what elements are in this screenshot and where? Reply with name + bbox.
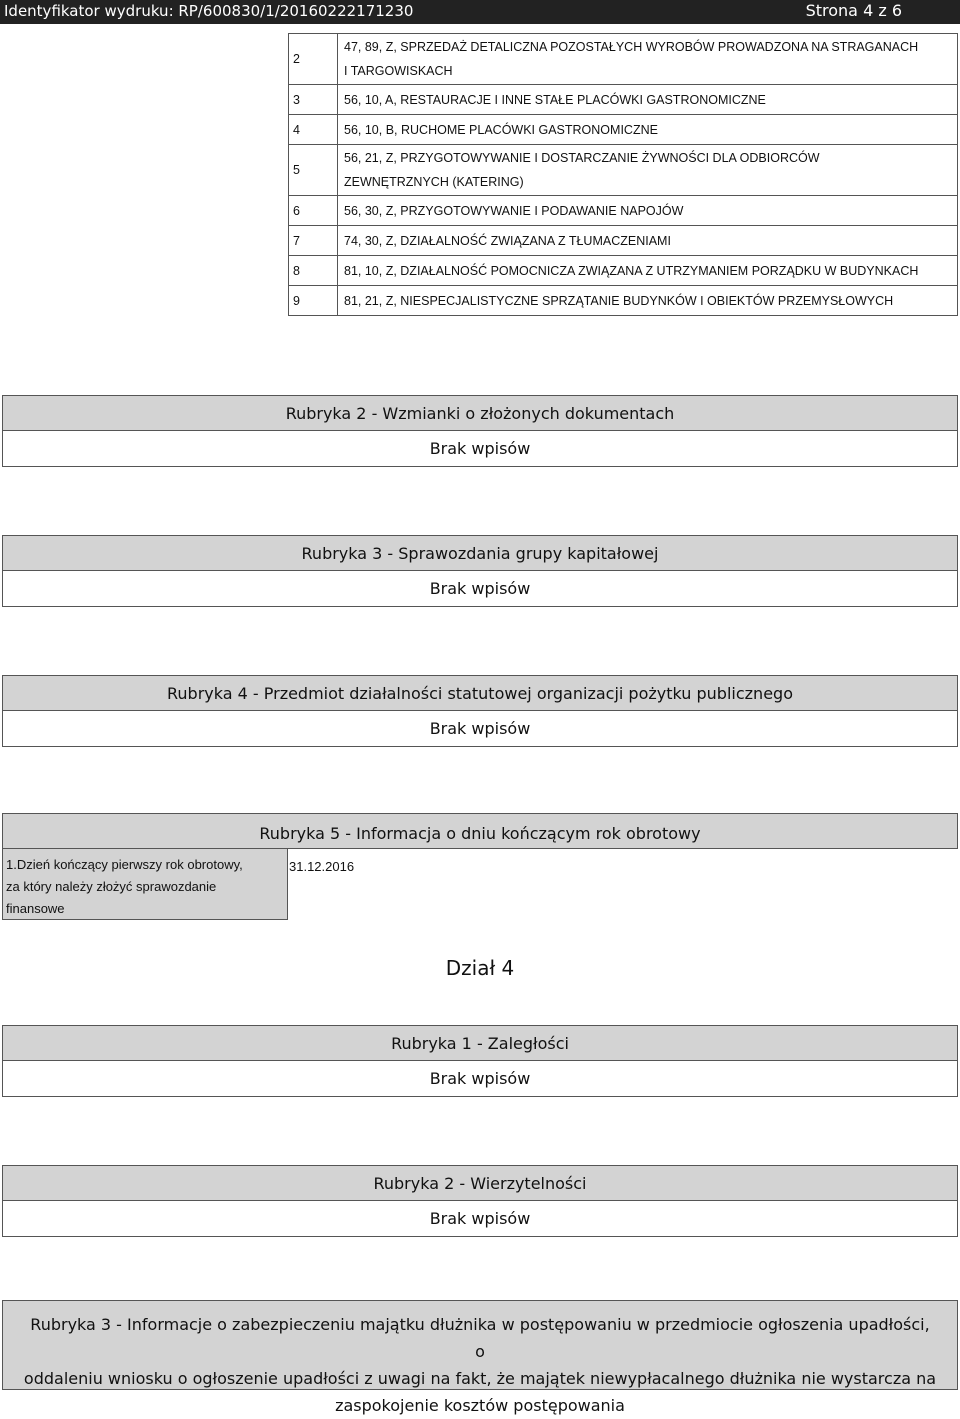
table-row <box>289 256 958 286</box>
row-number: 6 <box>289 196 338 226</box>
table-row <box>289 115 958 145</box>
field-value: 31.12.2016 <box>287 848 958 920</box>
row-description-line: 47, 89, Z, SPRZEDAŻ DETALICZNA POZOSTAŁYCH WYROBÓW PROWADZONA NA STRAGANACH <box>344 40 919 54</box>
table-row <box>289 145 958 196</box>
section-rubryka-3 <box>2 535 958 607</box>
row-description: 81, 21, Z, NIESPECJALISTYCZNE SPRZĄTANIE BUDYNKÓW I OBIEKTÓW PRZEMYSŁOWYCH <box>338 286 958 316</box>
section-title: Rubryka 3 - Sprawozdania grupy kapitałowej <box>2 535 958 571</box>
table-row <box>289 34 958 85</box>
section-value: Brak wpisów <box>2 1201 958 1237</box>
section-title: Rubryka 2 - Wzmianki o złożonych dokumentach <box>2 395 958 431</box>
section-value: Brak wpisów <box>2 571 958 607</box>
row-description-line: 56, 21, Z, PRZYGOTOWYWANIE I DOSTARCZANIE ŻYWNOŚCI DLA ODBIORCÓW <box>344 151 820 165</box>
field-label-line: finansowe <box>6 901 65 916</box>
row-number: 5 <box>289 145 338 196</box>
section-value: Brak wpisów <box>2 431 958 467</box>
row-number: 7 <box>289 226 338 256</box>
section-dzial4-rubryka-3 <box>2 1300 958 1415</box>
table-row <box>289 286 958 316</box>
section-title: Rubryka 1 - Zaległości <box>2 1025 958 1061</box>
section-title-line: oddaleniu wniosku o ogłoszenie upadłości z uwagi na fakt, że majątek niewypłacalnego dłużnika nie wystarcza na <box>23 1369 937 1388</box>
section-title-rubryka-5: Rubryka 5 - Informacja o dniu kończącym rok obrotowy <box>2 813 958 849</box>
field-label-line: 1.Dzień kończący pierwszy rok obrotowy, <box>6 857 243 872</box>
row-description: 81, 10, Z, DZIAŁALNOŚĆ POMOCNICZA ZWIĄZANA Z UTRZYMANIEM PORZĄDKU W BUDYNKACH <box>338 256 958 286</box>
print-header <box>0 0 960 24</box>
row-number: 4 <box>289 115 338 145</box>
print-identifier: Identyfikator wydruku: RP/600830/1/20160222171230 <box>4 2 414 20</box>
section-dzial4-rubryka-2 <box>2 1165 958 1237</box>
row-description: 56, 10, A, RESTAURACJE I INNE STAŁE PLACÓWKI GASTRONOMICZNE <box>338 85 958 115</box>
row-description-line: I TARGOWISKACH <box>344 64 453 78</box>
row-number: 2 <box>289 34 338 85</box>
field-label-line: za który należy złożyć sprawozdanie <box>6 879 217 894</box>
table-row <box>289 85 958 115</box>
pkd-table <box>288 33 958 316</box>
page-number: Strona 4 z 6 <box>805 1 902 20</box>
row-description: 74, 30, Z, DZIAŁALNOŚĆ ZWIĄZANA Z TŁUMACZENIAMI <box>338 226 958 256</box>
row-number: 9 <box>289 286 338 316</box>
section-title-line: Rubryka 3 - Informacje o zabezpieczeniu majątku dłużnika w postępowaniu w przedmiocie ogłoszenia upadłości, o <box>30 1315 930 1361</box>
section-rubryka-2 <box>2 395 958 467</box>
table-row <box>289 226 958 256</box>
row-description <box>338 145 958 196</box>
table-row <box>289 196 958 226</box>
section-value: Brak wpisów <box>2 1061 958 1097</box>
section-title-line: zaspokojenie kosztów postępowania <box>335 1396 625 1415</box>
row-number: 8 <box>289 256 338 286</box>
section-rubryka-5-row <box>2 848 958 920</box>
field-label <box>2 848 288 920</box>
row-description: 56, 30, Z, PRZYGOTOWYWANIE I PODAWANIE NAPOJÓW <box>338 196 958 226</box>
section-rubryka-4 <box>2 675 958 747</box>
row-number: 3 <box>289 85 338 115</box>
row-description-line: ZEWNĘTRZNYCH (KATERING) <box>344 175 524 189</box>
dzial-title: Dział 4 <box>445 956 515 980</box>
section-title: Rubryka 2 - Wierzytelności <box>2 1165 958 1201</box>
section-dzial4-rubryka-1 <box>2 1025 958 1097</box>
section-title: Rubryka 4 - Przedmiot działalności statutowej organizacji pożytku publicznego <box>2 675 958 711</box>
row-description: 56, 10, B, RUCHOME PLACÓWKI GASTRONOMICZNE <box>338 115 958 145</box>
row-description <box>338 34 958 85</box>
section-value: Brak wpisów <box>2 711 958 747</box>
